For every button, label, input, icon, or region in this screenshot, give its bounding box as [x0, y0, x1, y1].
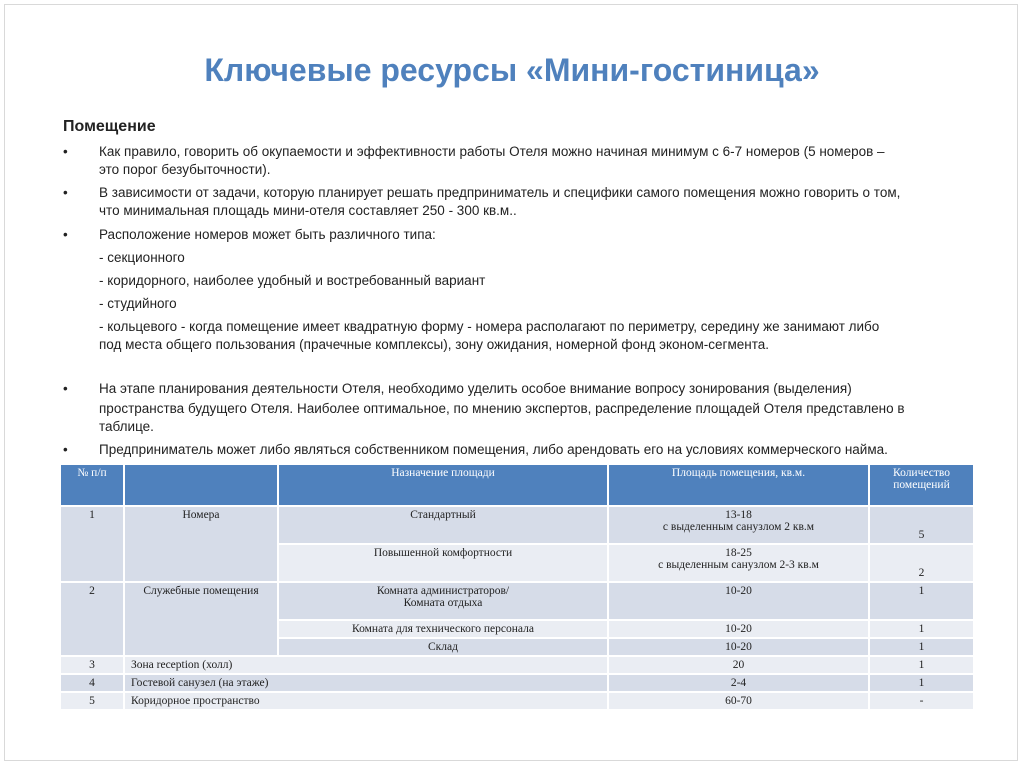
slide-title: Ключевые ресурсы «Мини-гостиница» [204, 52, 820, 88]
row-name-line-2: Комната отдыха [403, 597, 483, 609]
bullet-dot: • [63, 227, 68, 242]
header-group-blank [124, 464, 278, 506]
bullet-5-line-1: Предприниматель может либо являться собственником помещения, либо арендовать его на условиях коммерческого найма. [99, 442, 888, 457]
resources-table [59, 463, 975, 711]
bullet-4-line-1: На этапе планирования деятельности Отеля, необходимо уделить особое внимание вопросу зонирования (выделения) [99, 381, 852, 396]
sub-item-studio: - студийного [99, 296, 177, 311]
row-area: 20 [608, 656, 869, 674]
header-count: Количество помещений [869, 464, 974, 506]
header-num: № п/п [60, 464, 124, 506]
bullet-2-line-2: что минимальная площадь мини-отеля составляет 250 - 300 кв.м.. [99, 203, 517, 218]
row-num: 4 [60, 674, 124, 692]
row-name: Склад [278, 638, 608, 656]
row-count: - [869, 692, 974, 710]
row-count: 1 [869, 620, 974, 638]
row-count: 2 [869, 544, 974, 582]
bullet-dot: • [63, 381, 68, 396]
row-area-value: 18-25 [725, 547, 752, 559]
row-area: 60-70 [608, 692, 869, 710]
row-area-note: с выделенным санузлом 2-3 кв.м [658, 559, 819, 571]
row-count: 1 [869, 638, 974, 656]
row-group: Номера [124, 506, 278, 582]
bullet-3-line-1: Расположение номеров может быть различного типа: [99, 227, 436, 242]
row-name: Зона reception (холл) [124, 656, 608, 674]
sub-item-corridor: - коридорного, наиболее удобный и востребованный вариант [99, 273, 486, 288]
bullet-1-line-1: Как правило, говорить об окупаемости и эффективности работы Отеля можно начиная минимум с 6-7 номеров (5 номеров – [99, 144, 885, 159]
table-header-row [60, 464, 974, 506]
bullet-dot: • [63, 185, 68, 200]
row-name [278, 582, 608, 620]
bullet-1-line-2: это порог безубыточности). [99, 162, 271, 177]
table-row [60, 656, 974, 674]
row-area: 2-4 [608, 674, 869, 692]
row-area: 10-20 [608, 582, 869, 620]
row-count: 1 [869, 582, 974, 620]
row-name: Повышенной комфортности [278, 544, 608, 582]
row-area: 10-20 [608, 620, 869, 638]
bullet-4-line-3: таблице. [99, 419, 154, 434]
row-name: Стандартный [278, 506, 608, 544]
row-count: 5 [869, 506, 974, 544]
row-name: Комната для технического персонала [278, 620, 608, 638]
row-name-line-1: Комната администраторов/ [376, 585, 510, 597]
section-heading: Помещение [63, 118, 156, 135]
row-group: Служебные помещения [124, 582, 278, 656]
row-count: 1 [869, 656, 974, 674]
header-purpose: Назначение площади [278, 464, 608, 506]
row-area-note: с выделенным санузлом 2 кв.м [662, 521, 815, 533]
row-num: 1 [60, 506, 124, 582]
row-area: 10-20 [608, 638, 869, 656]
row-num: 2 [60, 582, 124, 656]
header-area: Площадь помещения, кв.м. [608, 464, 869, 506]
row-name: Гостевой санузел (на этаже) [124, 674, 608, 692]
row-area-value: 13-18 [725, 509, 752, 521]
bullet-dot: • [63, 144, 68, 159]
sub-item-sectional: - секционного [99, 250, 185, 265]
bullet-dot: • [63, 442, 68, 457]
row-area [608, 544, 869, 582]
sub-item-ring-line-2: под места общего пользования (прачечные комплексы), зону ожидания, номерной фонд эконом-сегмента. [99, 337, 770, 352]
row-num: 5 [60, 692, 124, 710]
row-num: 3 [60, 656, 124, 674]
table-row [60, 506, 974, 544]
table-row [60, 692, 974, 710]
bullet-2-line-1: В зависимости от задачи, которую планирует решать предприниматель и специфики самого помещения можно говорить о том, [99, 185, 901, 200]
table-row [60, 582, 974, 620]
row-name: Коридорное пространство [124, 692, 608, 710]
row-area [608, 506, 869, 544]
bullet-4-line-2: пространства будущего Отеля. Наиболее оптимальное, по мнению экспертов, распределение площадей Отеля представлено в [99, 401, 905, 416]
row-count: 1 [869, 674, 974, 692]
sub-item-ring-line-1: - кольцевого - когда помещение имеет квадратную форму - номера располагают по периметру, середину же занимают либо [99, 319, 880, 334]
table-row [60, 674, 974, 692]
